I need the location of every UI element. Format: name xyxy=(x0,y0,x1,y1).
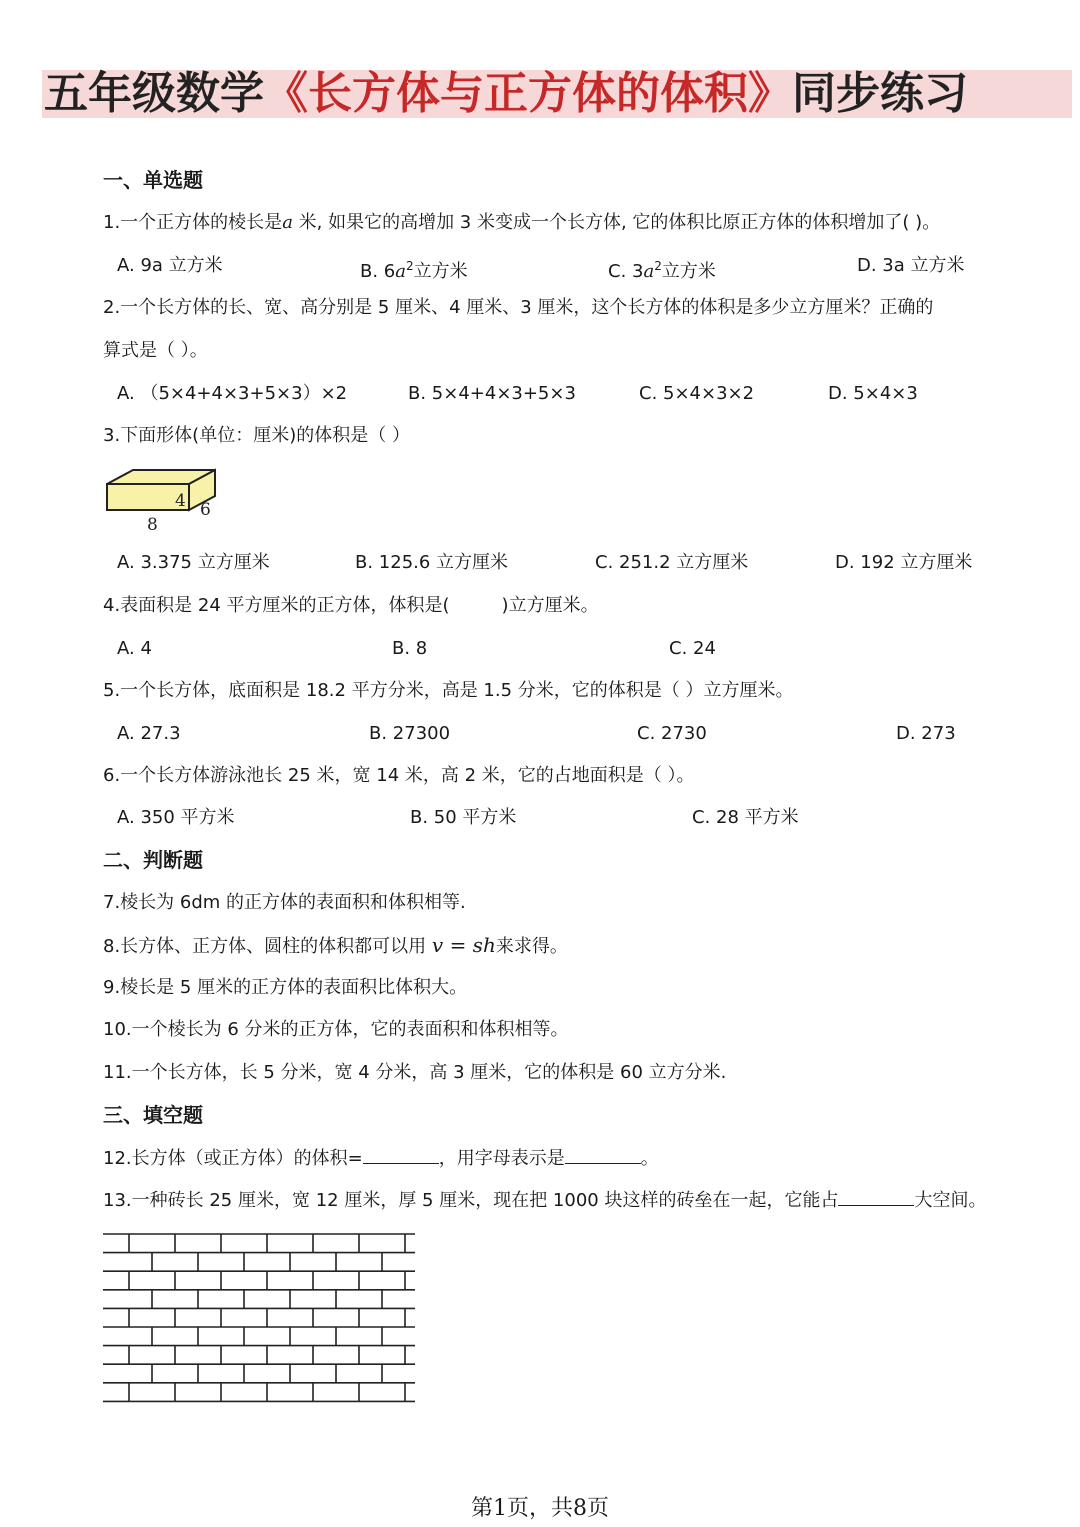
q3-option-a[interactable]: A. 3.375 立方厘米 xyxy=(117,552,270,573)
question-13: 13.一种砖长 25 厘米，宽 12 厘米，厚 5 厘米，现在把 1000 块这样的砖垒在一起，它能占 大空间。 xyxy=(103,1187,986,1214)
q5-option-c[interactable]: C. 2730 xyxy=(637,723,707,744)
q4-option-b[interactable]: B. 8 xyxy=(392,638,428,659)
q1-option-b[interactable]: B. $6a^2$立方米 xyxy=(360,259,468,282)
title-part3: 同步练习 xyxy=(792,68,968,119)
q12-blank-1[interactable] xyxy=(363,1145,439,1164)
q4-option-a[interactable]: A. 4 xyxy=(117,638,152,659)
q3-option-c[interactable]: C. 251.2 立方厘米 xyxy=(595,552,749,573)
q2-option-b[interactable]: B. 5×4+4×3+5×3 xyxy=(408,383,576,404)
title-part1: 五年级数学 xyxy=(44,68,264,119)
q5-option-a[interactable]: A. 27.3 xyxy=(117,723,181,744)
q1-option-c[interactable]: C. $3a^2$立方米 xyxy=(608,259,716,282)
dim-height-label: 4 xyxy=(175,491,186,511)
dim-length-label: 8 xyxy=(147,515,158,535)
question-1 xyxy=(103,210,940,236)
title-part2: 《长方体与正方体的体积》 xyxy=(264,68,792,119)
q3-option-d[interactable]: D. 192 立方厘米 xyxy=(835,552,973,573)
q6-option-b[interactable]: B. 50 平方米 xyxy=(410,807,517,828)
page-title xyxy=(44,62,1080,126)
question-3: 3.下面形体(单位：厘米)的体积是（ ） xyxy=(103,425,410,446)
question-9: 9.棱长是 5 厘米的正方体的表面积比体积大。 xyxy=(103,977,468,998)
question-8: 8.长方体、正方体、圆柱的体积都可以用 v = sh来求得。 xyxy=(103,933,568,957)
q12-blank-2[interactable] xyxy=(565,1145,641,1164)
q13-blank[interactable] xyxy=(838,1187,914,1206)
question-11: 11.一个长方体，长 5 分米，宽 4 分米，高 3 厘米，它的体积是 60 立方分米. xyxy=(103,1062,727,1083)
question-12: 12.长方体（或正方体）的体积= ，用字母表示是 。 xyxy=(103,1145,659,1172)
section-heading-true-false: 二、判断题 xyxy=(103,848,203,872)
q4-option-c[interactable]: C. 24 xyxy=(669,638,716,659)
question-7: 7.棱长为 6dm 的正方体的表面积和体积相等. xyxy=(103,892,466,913)
q1-var: a xyxy=(282,212,293,233)
question-10: 10.一个棱长为 6 分米的正方体，它的表面积和体积相等。 xyxy=(103,1019,569,1040)
q1-stem-a: 1.一个正方体的棱长是 xyxy=(103,212,283,233)
question-4: 4.表面积是 24 平方厘米的正方体，体积是( )立方厘米。 xyxy=(103,595,599,616)
q1-stem-b: 米, 如果它的高增加 3 米变成一个长方体, 它的体积比原正方体的体积增加了( )。 xyxy=(292,212,941,233)
q8-formula: v = sh xyxy=(431,933,496,957)
question-2-line2: 算式是（ ）。 xyxy=(103,340,208,361)
q1-option-a[interactable]: A. 9a 立方米 xyxy=(117,255,223,276)
question-2-line1: 2.一个长方体的长、宽、高分别是 5 厘米、4 厘米、3 厘米，这个长方体的体积是多少立方厘米？正确的 xyxy=(103,297,934,318)
cuboid-figure xyxy=(103,466,223,536)
q2-option-d[interactable]: D. 5×4×3 xyxy=(828,383,918,404)
q6-option-a[interactable]: A. 350 平方米 xyxy=(117,807,235,828)
section-heading-single-choice: 一、单选题 xyxy=(103,168,203,192)
page-footer: 第1页，共8页 xyxy=(471,1496,609,1521)
q6-option-c[interactable]: C. 28 平方米 xyxy=(692,807,799,828)
q1-option-d[interactable]: D. 3a 立方米 xyxy=(857,255,965,276)
section-heading-fill-blank: 三、填空题 xyxy=(103,1103,203,1127)
q5-option-d[interactable]: D. 273 xyxy=(896,723,956,744)
brick-wall-figure xyxy=(103,1232,419,1404)
q3-option-b[interactable]: B. 125.6 立方厘米 xyxy=(355,552,509,573)
question-5: 5.一个长方体，底面积是 18.2 平方分米，高是 1.5 分米，它的体积是（ ）立方厘米。 xyxy=(103,680,794,701)
q2-option-c[interactable]: C. 5×4×3×2 xyxy=(639,383,755,404)
question-6: 6.一个长方体游泳池长 25 米，宽 14 米，高 2 米，它的占地面积是（ ）。 xyxy=(103,765,695,786)
q5-option-b[interactable]: B. 27300 xyxy=(369,723,451,744)
q2-option-a[interactable]: A. （5×4+4×3+5×3）×2 xyxy=(117,383,348,404)
dim-width-label: 6 xyxy=(200,500,211,520)
